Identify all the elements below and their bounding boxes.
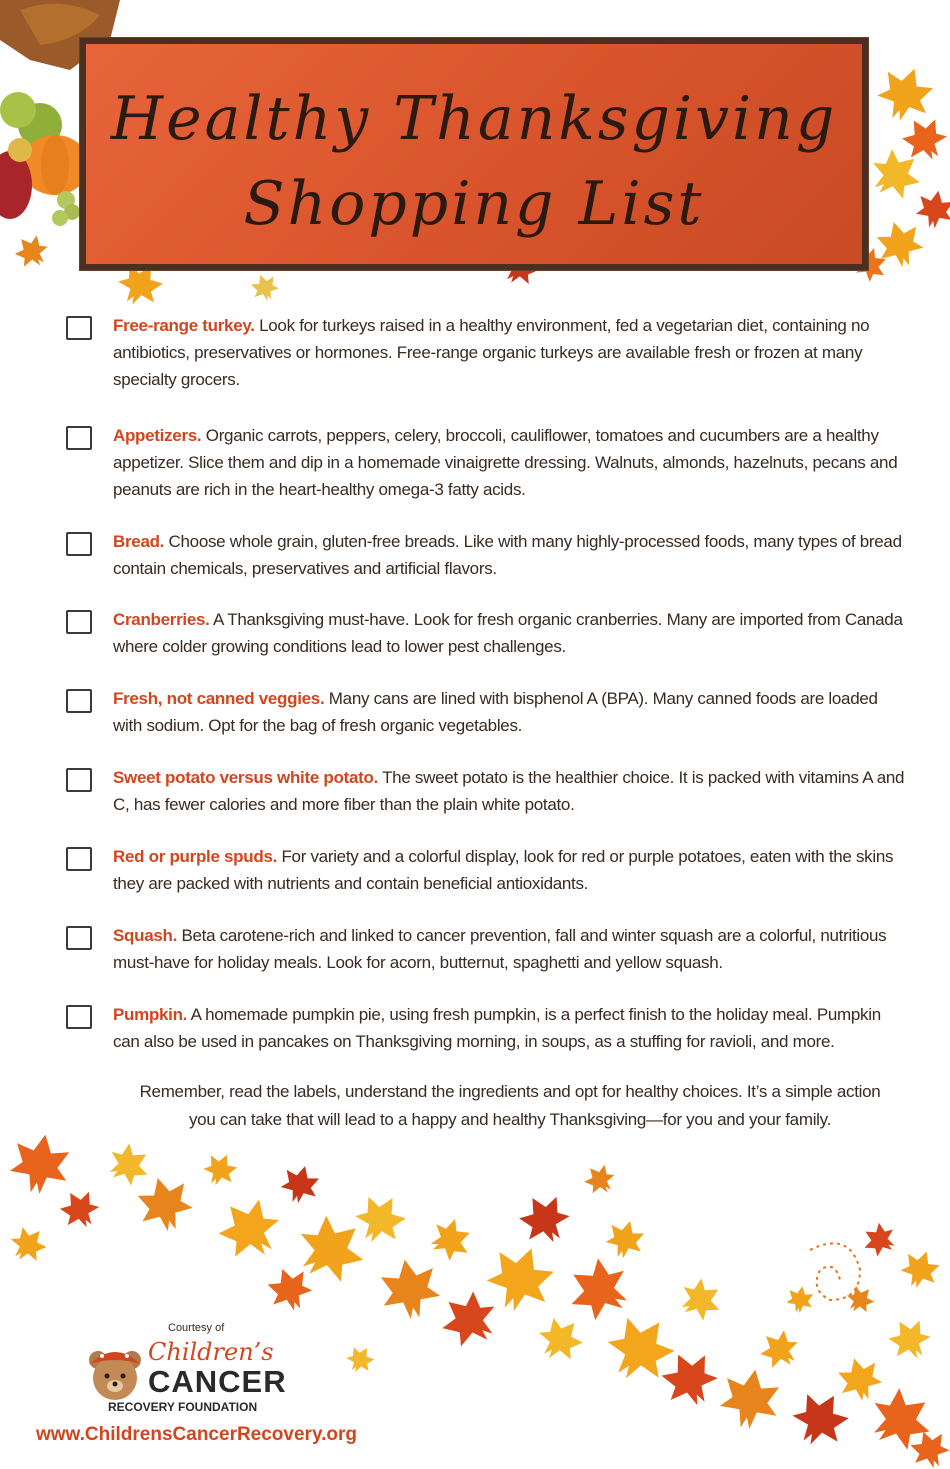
- checkbox[interactable]: [66, 768, 92, 792]
- checkbox[interactable]: [66, 610, 92, 634]
- checkbox[interactable]: [66, 689, 92, 713]
- item-description: For variety and a colorful display, look for red or purple potatoes, eaten with the skins they are packed with nutrients and contain beneficial antioxidants.: [113, 847, 894, 893]
- item-text: [113, 685, 908, 739]
- item-text: [113, 764, 908, 818]
- page-title-line-2: Shopping List: [243, 169, 705, 239]
- item-text: [113, 528, 908, 582]
- item-title: Red or purple spuds.: [113, 847, 278, 866]
- item-text: [113, 843, 908, 897]
- logo-text-childrens: Children’s: [148, 1338, 274, 1366]
- closing-note: [100, 1078, 920, 1134]
- item-title: Bread.: [113, 532, 165, 551]
- checkbox[interactable]: [66, 1005, 92, 1029]
- item-title: Pumpkin.: [113, 1005, 188, 1024]
- title-banner: [80, 38, 868, 270]
- checkbox[interactable]: [66, 426, 92, 450]
- courtesy-label: Courtesy of: [168, 1322, 225, 1334]
- checkbox[interactable]: [66, 316, 92, 340]
- item-title: Sweet potato versus white potato.: [113, 768, 378, 787]
- logo-text-recovery-foundation: RECOVERY FOUNDATION: [108, 1400, 258, 1414]
- item-title: Free-range turkey.: [113, 316, 255, 335]
- logo-text-cancer: CANCER: [148, 1364, 287, 1399]
- item-text: [113, 312, 908, 393]
- item-description: Many cans are lined with bisphenol A (BPA). Many canned foods are loaded with sodium. Opt for the bag of fresh organic vegetables.: [113, 689, 878, 735]
- item-text: [113, 922, 908, 976]
- website-link[interactable]: www.ChildrensCancerRecovery.org: [36, 1424, 357, 1445]
- page-title-line-1: Healthy Thanksgiving: [110, 84, 838, 154]
- item-description: A Thanksgiving must-have. Look for fresh organic cranberries. Many are imported from Canada where colder growing conditions lead to lower pest challenges.: [113, 610, 903, 656]
- item-title: Appetizers.: [113, 426, 202, 445]
- item-description: Beta carotene-rich and linked to cancer prevention, fall and winter squash are a colorful, nutritious must-have for holiday meals. Look for acorn, butternut, spaghetti and yellow squash.: [113, 926, 887, 972]
- item-description: The sweet potato is the healthier choice. It is packed with vitamins A and C, has fewer calories and more fiber than the plain white potato.: [113, 768, 905, 814]
- closing-line-1: Remember, read the labels, understand the ingredients and opt for healthy choices. It’s a simple action: [139, 1082, 881, 1101]
- item-description: Organic carrots, peppers, celery, broccoli, cauliflower, tomatoes and cucumbers are a healthy appetizer. Slice them and dip in a homemade vinaigrette dressing. Walnuts, almonds, hazelnuts, pecans and peanuts are rich in the heart-healthy omega-3 fatty acids.: [113, 426, 898, 499]
- item-description: Look for turkeys raised in a healthy environment, fed a vegetarian diet, containing no antibiotics, preservatives or hormones. Free-range organic turkeys are available fresh or frozen at many specialty grocers.: [113, 316, 870, 389]
- item-description: Choose whole grain, gluten-free breads. Like with many highly-processed foods, many types of bread contain chemicals, preservatives and artificial flavors.: [113, 532, 902, 578]
- item-description: A homemade pumpkin pie, using fresh pumpkin, is a perfect finish to the holiday meal. Pumpkin can also be used in pancakes on Thanksgiving morning, in soups, as a stuffing for ravioli, and more.: [113, 1005, 881, 1051]
- item-title: Fresh, not canned veggies.: [113, 689, 325, 708]
- checkbox[interactable]: [66, 532, 92, 556]
- item-text: [113, 606, 908, 660]
- foundation-logo: [82, 1338, 302, 1418]
- checkbox[interactable]: [66, 847, 92, 871]
- checkbox[interactable]: [66, 926, 92, 950]
- item-text: [113, 422, 908, 503]
- teddy-bear-icon: [82, 1338, 148, 1404]
- item-title: Cranberries.: [113, 610, 210, 629]
- closing-line-2: you can take that will lead to a happy and healthy Thanksgiving—for you and your family.: [188, 1110, 832, 1129]
- item-text: [113, 1001, 908, 1055]
- item-title: Squash.: [113, 926, 178, 945]
